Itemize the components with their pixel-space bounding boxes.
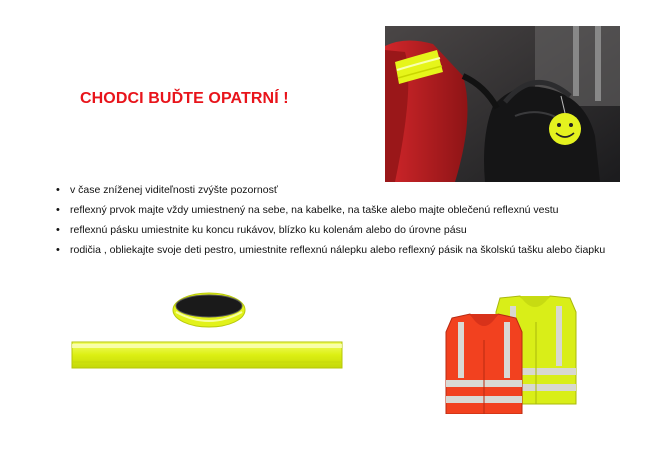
reflective-vests-illustration — [440, 292, 590, 414]
reflective-vests-graphic — [440, 292, 590, 414]
armband-photo-graphic — [385, 26, 620, 182]
list-item: • reflexný prvok majte vždy umiestnený na sebe, na kabelke, na taške alebo majte oblečenú reflexnú vestu — [56, 204, 652, 217]
slide-title: CHODCI BUĎTE OPATRNÍ ! — [80, 90, 289, 107]
person-with-reflective-armband-photo — [385, 26, 620, 182]
reflective-bands-illustration — [62, 282, 352, 382]
list-item: • reflexnú pásku umiestnite ku koncu rukávov, blízko ku kolenám alebo do úrovne pásu — [56, 224, 652, 237]
list-item: • v čase zníženej viditeľnosti zvýšte pozornosť — [56, 184, 652, 197]
reflective-bands-graphic — [62, 282, 352, 382]
safety-tips-list — [56, 184, 652, 264]
list-item: • rodičia , obliekajte svoje deti pestro, umiestnite reflexnú nálepku alebo reflexný pásik na školskú tašku alebo čiapku — [56, 244, 652, 257]
